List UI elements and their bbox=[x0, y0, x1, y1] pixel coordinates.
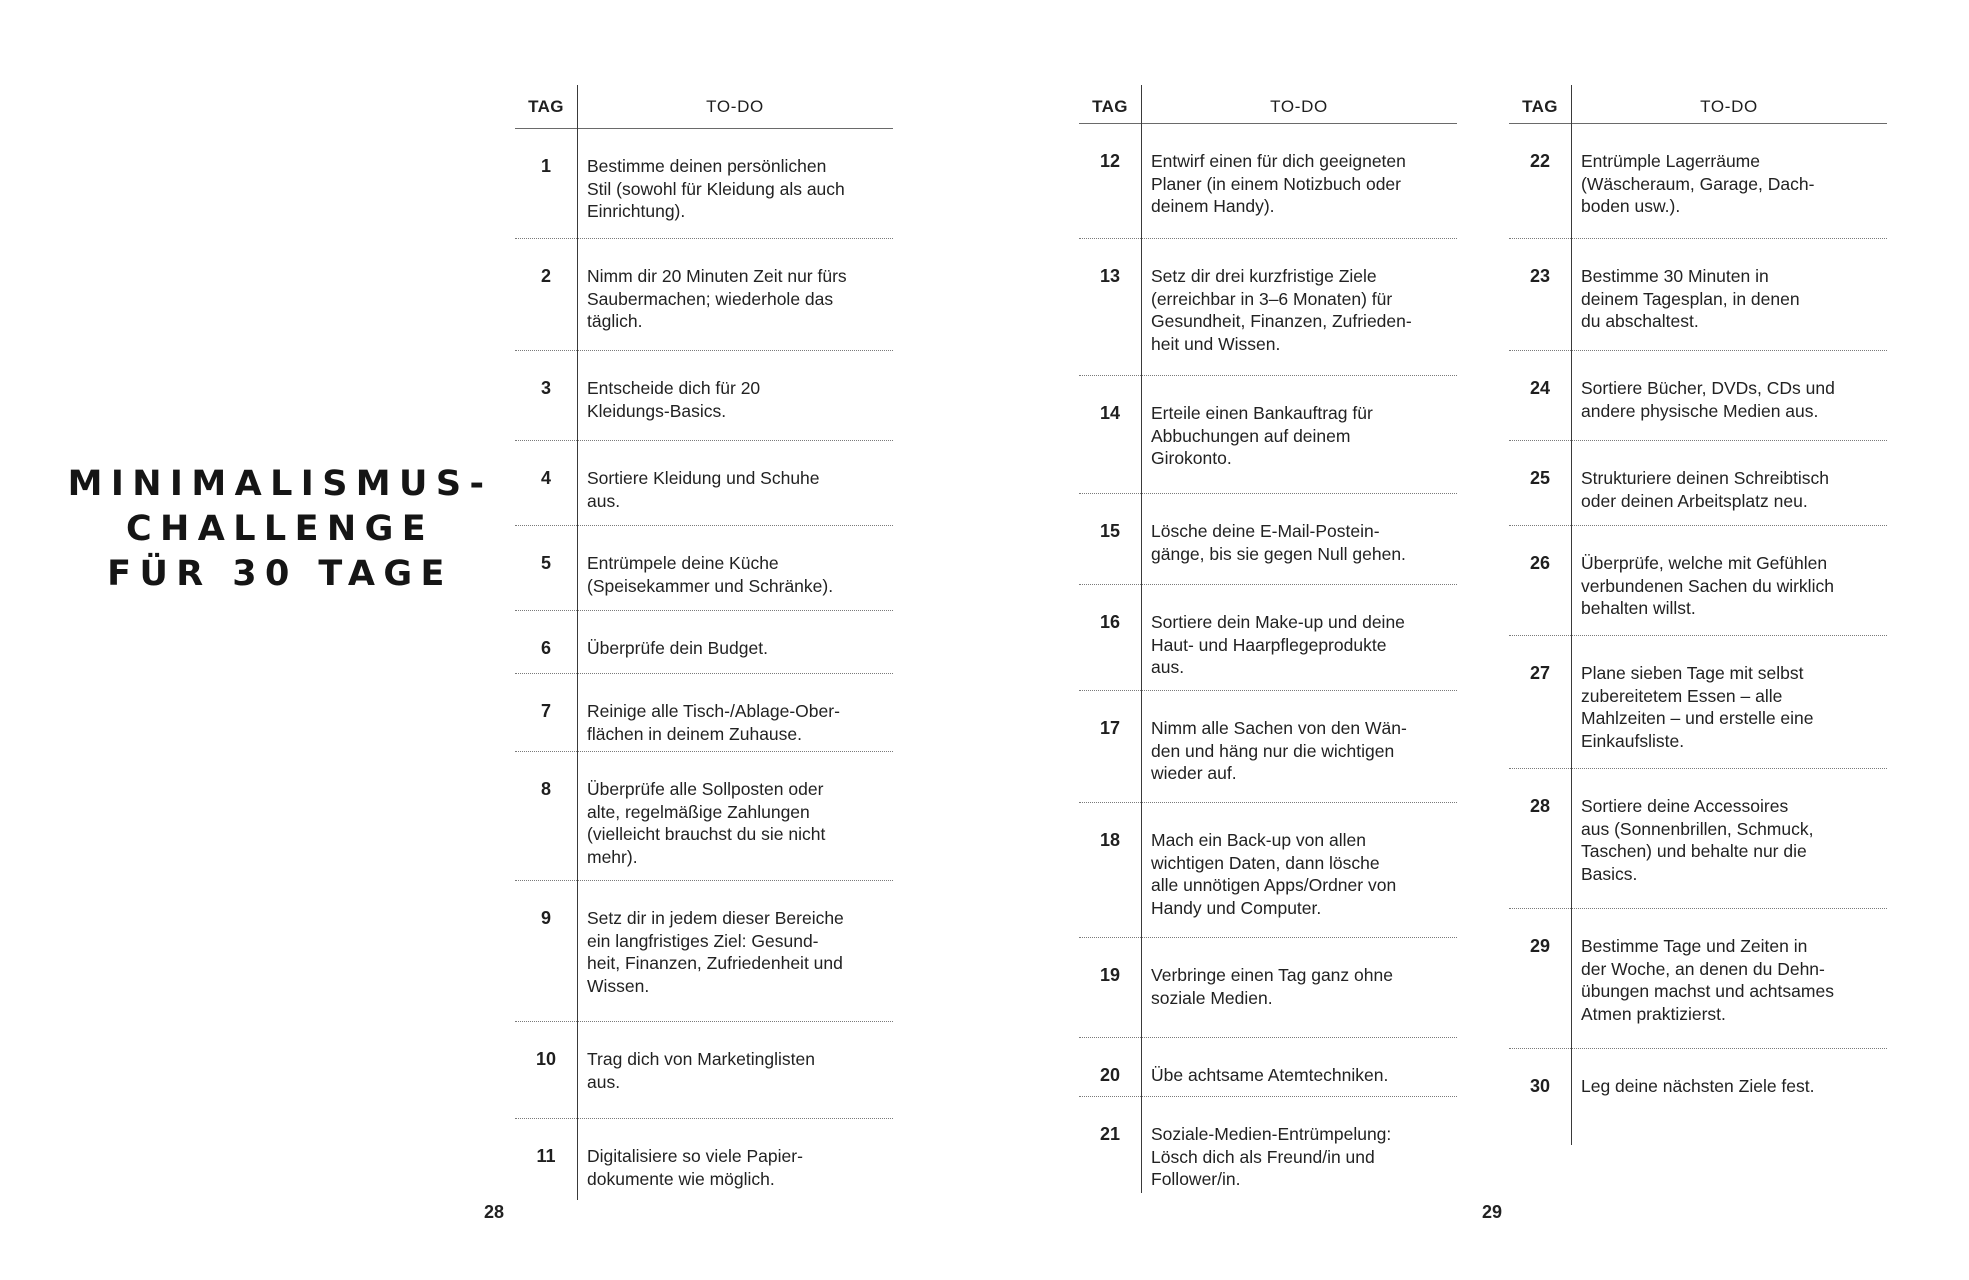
todo-text bbox=[1151, 717, 1433, 785]
todo-line: Mahlzeiten – und erstelle eine bbox=[1581, 708, 1814, 728]
todo-line: Stil (sowohl für Kleidung als auch bbox=[587, 178, 845, 199]
todo-line: Plane sieben Tage mit selbst bbox=[1581, 663, 1804, 683]
todo-line: du abschaltest. bbox=[1581, 311, 1699, 331]
table-row bbox=[1079, 584, 1457, 691]
day-number: 29 bbox=[1529, 936, 1551, 956]
todo-text bbox=[1581, 795, 1863, 885]
todo-table-days-12-21 bbox=[1079, 85, 1457, 1193]
todo-line: Entscheide dich für 20 bbox=[587, 378, 761, 398]
table-row bbox=[1079, 1037, 1457, 1097]
table-row bbox=[1509, 908, 1887, 1049]
todo-line: aus (Sonnenbrillen, Schmuck, bbox=[1581, 818, 1814, 839]
todo-text bbox=[587, 1145, 869, 1190]
table-row bbox=[515, 751, 893, 881]
header-todo: TO-DO bbox=[1270, 97, 1328, 116]
todo-text bbox=[587, 155, 869, 223]
todo-text bbox=[1151, 265, 1433, 355]
todo-line: Sortiere deine Accessoires bbox=[1581, 796, 1789, 816]
table-header bbox=[515, 85, 893, 129]
todo-text bbox=[1151, 611, 1433, 679]
table-row bbox=[1509, 350, 1887, 441]
todo-line: Einrichtung). bbox=[587, 201, 686, 221]
table-header bbox=[1079, 85, 1457, 124]
title-line-1: MINIMALISMUS- bbox=[67, 464, 493, 504]
todo-line: Entrümple Lagerräume bbox=[1581, 151, 1760, 171]
todo-text bbox=[1581, 1075, 1863, 1098]
table-row bbox=[1079, 802, 1457, 938]
todo-text bbox=[1581, 265, 1863, 333]
todo-line: aus. bbox=[587, 490, 621, 511]
todo-line: Strukturiere deinen Schreibtisch bbox=[1581, 468, 1830, 488]
day-number: 3 bbox=[540, 378, 551, 398]
day-number: 15 bbox=[1099, 521, 1121, 541]
todo-line: Girokonto. bbox=[1151, 448, 1232, 468]
header-tag: TAG bbox=[1092, 97, 1128, 116]
table-row bbox=[515, 1021, 893, 1119]
challenge-title bbox=[60, 462, 500, 597]
todo-line: den und häng nur die wichtigen bbox=[1151, 740, 1395, 761]
todo-line: (Speisekammer und Schränke). bbox=[587, 575, 834, 596]
todo-text bbox=[587, 1048, 869, 1093]
table-row bbox=[1509, 768, 1887, 909]
todo-line: Nimm dir 20 Minuten Zeit nur fürs bbox=[587, 266, 847, 286]
column-divider bbox=[577, 85, 578, 1200]
todo-line: der Woche, an denen du Dehn- bbox=[1581, 958, 1825, 979]
day-number: 28 bbox=[1529, 796, 1551, 816]
todo-line: flächen in deinem Zuhause. bbox=[587, 723, 802, 744]
todo-line: Lösche deine E-Mail-Postein- bbox=[1151, 521, 1380, 541]
todo-text bbox=[587, 778, 869, 868]
todo-line: aus. bbox=[587, 1071, 621, 1092]
todo-text bbox=[587, 377, 869, 422]
page-number-left: 28 bbox=[484, 1202, 505, 1222]
todo-line: soziale Medien. bbox=[1151, 987, 1273, 1008]
table-row bbox=[1509, 238, 1887, 351]
column-divider bbox=[1141, 85, 1142, 1193]
todo-line: wieder auf. bbox=[1151, 763, 1237, 783]
todo-line: deinem Handy). bbox=[1151, 196, 1275, 216]
todo-line: (Wäscheraum, Garage, Dach- bbox=[1581, 173, 1815, 194]
todo-line: Erteile einen Bankauftrag für bbox=[1151, 403, 1373, 423]
day-number: 11 bbox=[536, 1146, 556, 1166]
todo-text bbox=[1581, 552, 1863, 620]
day-number: 2 bbox=[540, 266, 551, 286]
table-row bbox=[1079, 123, 1457, 239]
todo-text bbox=[1581, 935, 1863, 1025]
todo-line: übungen machst und achtsames bbox=[1581, 981, 1834, 1001]
day-number: 17 bbox=[1099, 718, 1121, 738]
day-number: 7 bbox=[540, 701, 551, 721]
table-row bbox=[1079, 937, 1457, 1038]
table-row bbox=[1509, 525, 1887, 636]
todo-line: Kleidungs-Basics. bbox=[587, 400, 727, 421]
todo-line: Verbringe einen Tag ganz ohne bbox=[1151, 965, 1393, 985]
todo-text bbox=[1151, 1123, 1433, 1191]
todo-line: heit, Finanzen, Zufriedenheit und bbox=[587, 953, 843, 973]
todo-line: Bestimme deinen persönlichen bbox=[587, 156, 827, 176]
table-row bbox=[1079, 690, 1457, 803]
todo-line: verbundenen Sachen du wirklich bbox=[1581, 575, 1834, 596]
day-number: 13 bbox=[1099, 266, 1121, 286]
todo-line: Setz dir in jedem dieser Bereiche bbox=[587, 908, 844, 928]
todo-line: behalten willst. bbox=[1581, 598, 1696, 618]
todo-text bbox=[1151, 520, 1433, 565]
day-number: 20 bbox=[1099, 1065, 1121, 1085]
todo-text bbox=[587, 552, 869, 597]
todo-line: Übe achtsame Atemtechniken. bbox=[1151, 1065, 1389, 1085]
table-row bbox=[1509, 440, 1887, 526]
todo-line: gänge, bis sie gegen Null gehen. bbox=[1151, 543, 1406, 564]
todo-line: Handy und Computer. bbox=[1151, 897, 1322, 918]
title-line-2: CHALLENGE bbox=[125, 509, 435, 549]
todo-line: Setz dir drei kurzfristige Ziele bbox=[1151, 266, 1377, 286]
todo-text bbox=[1581, 662, 1863, 752]
todo-text bbox=[587, 907, 869, 997]
todo-line: Trag dich von Marketinglisten bbox=[587, 1049, 815, 1069]
todo-line: Follower/in. bbox=[1151, 1169, 1241, 1189]
table-row bbox=[515, 673, 893, 752]
todo-line: Abbuchungen auf deinem bbox=[1151, 425, 1351, 446]
day-number: 25 bbox=[1529, 468, 1551, 488]
todo-line: deinem Tagesplan, in denen bbox=[1581, 288, 1800, 309]
todo-line: Überprüfe dein Budget. bbox=[587, 638, 768, 658]
todo-line: mehr). bbox=[587, 846, 638, 867]
todo-line: Saubermachen; wiederhole das bbox=[587, 288, 834, 309]
header-tag: TAG bbox=[1522, 97, 1558, 116]
todo-text bbox=[587, 700, 869, 745]
todo-line: Wissen. bbox=[587, 975, 650, 996]
todo-line: Sortiere dein Make-up und deine bbox=[1151, 612, 1405, 632]
day-number: 16 bbox=[1099, 612, 1121, 632]
day-number: 21 bbox=[1099, 1124, 1121, 1144]
todo-line: Atmen praktizierst. bbox=[1581, 1003, 1726, 1024]
day-number: 26 bbox=[1529, 553, 1551, 573]
todo-text bbox=[1151, 829, 1433, 919]
todo-line: ein langfristiges Ziel: Gesund- bbox=[587, 930, 819, 951]
table-row bbox=[515, 525, 893, 611]
todo-text bbox=[587, 265, 869, 333]
column-divider bbox=[1571, 85, 1572, 1145]
todo-line: andere physische Medien aus. bbox=[1581, 400, 1819, 421]
todo-line: (vielleicht brauchst du sie nicht bbox=[587, 824, 826, 844]
todo-text bbox=[1581, 377, 1863, 422]
todo-text bbox=[587, 637, 869, 660]
todo-line: zubereitetem Essen – alle bbox=[1581, 685, 1783, 706]
todo-line: oder deinen Arbeitsplatz neu. bbox=[1581, 490, 1808, 511]
day-number: 9 bbox=[540, 908, 551, 928]
todo-line: Reinige alle Tisch-/Ablage-Ober- bbox=[587, 701, 840, 721]
todo-table-days-22-30 bbox=[1509, 85, 1887, 1145]
todo-line: Taschen) und behalte nur die bbox=[1581, 841, 1807, 861]
title-line-3: FÜR 30 TAGE bbox=[107, 554, 453, 594]
todo-line: Haut- und Haarpflegeprodukte bbox=[1151, 634, 1387, 655]
day-number: 27 bbox=[1529, 663, 1551, 683]
table-row bbox=[1079, 1096, 1457, 1193]
todo-line: boden usw.). bbox=[1581, 196, 1681, 216]
todo-line: Einkaufsliste. bbox=[1581, 730, 1685, 751]
day-number: 23 bbox=[1529, 266, 1551, 286]
day-number: 8 bbox=[540, 779, 551, 799]
table-row bbox=[1509, 1048, 1887, 1145]
todo-line: aus. bbox=[1151, 657, 1185, 677]
todo-text bbox=[587, 467, 869, 512]
todo-line: Bestimme Tage und Zeiten in bbox=[1581, 936, 1808, 956]
todo-text bbox=[1151, 150, 1433, 218]
page-number-right: 29 bbox=[1482, 1202, 1503, 1222]
todo-line: Sortiere Kleidung und Schuhe bbox=[587, 468, 820, 488]
todo-text bbox=[1151, 1064, 1433, 1087]
todo-line: Leg deine nächsten Ziele fest. bbox=[1581, 1076, 1815, 1096]
table-row bbox=[1509, 123, 1887, 239]
todo-line: alte, regelmäßige Zahlungen bbox=[587, 801, 810, 822]
todo-line: Mach ein Back-up von allen bbox=[1151, 830, 1366, 850]
todo-line: Bestimme 30 Minuten in bbox=[1581, 266, 1769, 286]
table-row bbox=[515, 238, 893, 351]
todo-line: Nimm alle Sachen von den Wän- bbox=[1151, 718, 1407, 738]
todo-line: Sortiere Bücher, DVDs, CDs und bbox=[1581, 378, 1835, 398]
day-number: 14 bbox=[1099, 403, 1121, 423]
todo-table-days-1-11 bbox=[515, 85, 893, 1200]
day-number: 5 bbox=[540, 553, 551, 573]
day-number: 18 bbox=[1099, 830, 1121, 850]
day-number: 22 bbox=[1529, 151, 1551, 171]
todo-line: Basics. bbox=[1581, 863, 1638, 884]
day-number: 10 bbox=[535, 1049, 557, 1069]
table-row bbox=[515, 880, 893, 1022]
table-row bbox=[515, 1118, 893, 1200]
day-number: 4 bbox=[540, 468, 551, 488]
todo-line: Entwirf einen für dich geeigneten bbox=[1151, 151, 1406, 171]
todo-line: Überprüfe alle Sollposten oder bbox=[587, 779, 824, 799]
todo-line: alle unnötigen Apps/Ordner von bbox=[1151, 875, 1397, 895]
todo-line: wichtigen Daten, dann lösche bbox=[1151, 852, 1380, 873]
todo-line: heit und Wissen. bbox=[1151, 333, 1281, 354]
todo-line: Digitalisiere so viele Papier- bbox=[587, 1146, 803, 1166]
todo-text bbox=[1151, 402, 1433, 470]
todo-text bbox=[1581, 467, 1863, 512]
todo-line: täglich. bbox=[587, 311, 643, 331]
day-number: 12 bbox=[1099, 151, 1121, 171]
table-header bbox=[1509, 85, 1887, 124]
todo-line: dokumente wie möglich. bbox=[587, 1168, 775, 1189]
table-row bbox=[515, 440, 893, 526]
table-row bbox=[515, 350, 893, 441]
todo-text bbox=[1151, 964, 1433, 1009]
todo-line: Soziale-Medien-Entrümpelung: bbox=[1151, 1124, 1392, 1144]
header-todo: TO-DO bbox=[1700, 97, 1758, 116]
todo-line: (erreichbar in 3–6 Monaten) für bbox=[1151, 288, 1393, 309]
todo-line: Entrümpele deine Küche bbox=[587, 553, 779, 573]
table-row bbox=[1079, 238, 1457, 376]
day-number: 1 bbox=[540, 156, 551, 176]
table-row bbox=[515, 610, 893, 674]
day-number: 19 bbox=[1099, 965, 1121, 985]
table-row bbox=[1079, 375, 1457, 494]
header-tag: TAG bbox=[528, 97, 564, 116]
todo-line: Überprüfe, welche mit Gefühlen bbox=[1581, 553, 1828, 573]
table-row bbox=[1509, 635, 1887, 769]
day-number: 30 bbox=[1529, 1076, 1551, 1096]
todo-line: Lösch dich als Freund/in und bbox=[1151, 1146, 1375, 1167]
day-number: 6 bbox=[540, 638, 551, 658]
todo-line: Gesundheit, Finanzen, Zufrieden- bbox=[1151, 311, 1412, 331]
todo-text bbox=[1581, 150, 1863, 218]
todo-line: Planer (in einem Notizbuch oder bbox=[1151, 173, 1401, 194]
header-todo: TO-DO bbox=[706, 97, 764, 116]
table-row bbox=[1079, 493, 1457, 585]
day-number: 24 bbox=[1529, 378, 1551, 398]
table-row bbox=[515, 128, 893, 239]
